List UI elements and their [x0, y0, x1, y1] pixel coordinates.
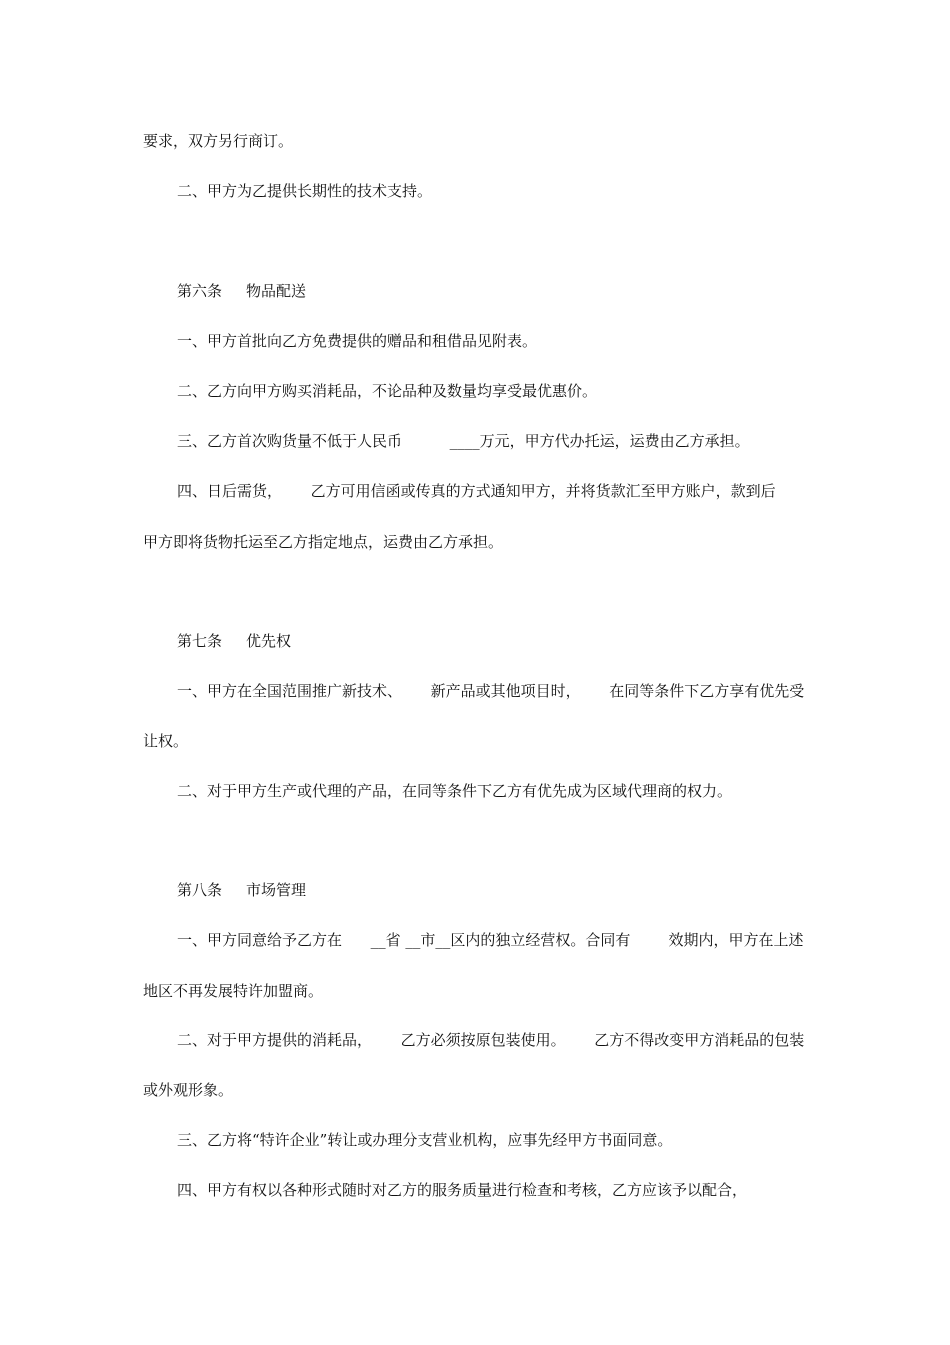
paragraph-line: 四、日后需货， 乙方可用信函或传真的方式通知甲方，并将货款汇至甲方账户，款到后: [177, 482, 776, 500]
paragraph-line: 甲方即将货物托运至乙方指定地点，运费由乙方承担。: [143, 533, 504, 551]
paragraph-line: 一、甲方同意给予乙方在 __省 __市__区内的独立经营权。合同有 效期内，甲方在上述: [177, 931, 804, 949]
section-heading-6: [177, 281, 306, 301]
paragraph-line: 三、乙方将“特许企业”转让或办理分支营业机构，应事先经甲方书面同意。: [177, 1131, 673, 1149]
section-number: 第七条: [177, 632, 223, 650]
section-heading-8: [177, 880, 306, 900]
paragraph-line: 或外观形象。: [143, 1081, 234, 1099]
section-title: 市场管理: [246, 881, 307, 899]
section-number: 第八条: [177, 881, 223, 899]
paragraph-line: 要求，双方另行商订。: [143, 132, 294, 150]
paragraph-line: 一、甲方首批向乙方免费提供的赠品和租借品见附表。: [177, 332, 538, 350]
paragraph-line: 四、甲方有权以各种形式随时对乙方的服务质量进行检查和考核，乙方应该予以配合，: [177, 1181, 748, 1199]
paragraph-line: 让权。: [143, 732, 189, 750]
paragraph-line: 二、乙方向甲方购买消耗品，不论品种及数量均享受最优惠价。: [177, 382, 598, 400]
paragraph-line: 二、甲方为乙提供长期性的技术支持。: [177, 182, 433, 200]
paragraph-line: 二、对于甲方提供的消耗品， 乙方必须按原包装使用。 乙方不得改变甲方消耗品的包装: [177, 1031, 805, 1049]
section-title: 物品配送: [246, 282, 307, 300]
paragraph-line: 三、乙方首次购货量不低于人民币 ____万元，甲方代办托运，运费由乙方承担。: [177, 432, 750, 450]
section-number: 第六条: [177, 282, 223, 300]
section-heading-7: [177, 631, 291, 651]
paragraph-line: 二、对于甲方生产或代理的产品，在同等条件下乙方有优先成为区域代理商的权力。: [177, 782, 733, 800]
paragraph-line: 地区不再发展特许加盟商。: [143, 982, 324, 1000]
paragraph-line: 一、甲方在全国范围推广新技术、 新产品或其他项目时， 在同等条件下乙方享有优先受: [177, 682, 805, 700]
section-title: 优先权: [246, 632, 292, 650]
